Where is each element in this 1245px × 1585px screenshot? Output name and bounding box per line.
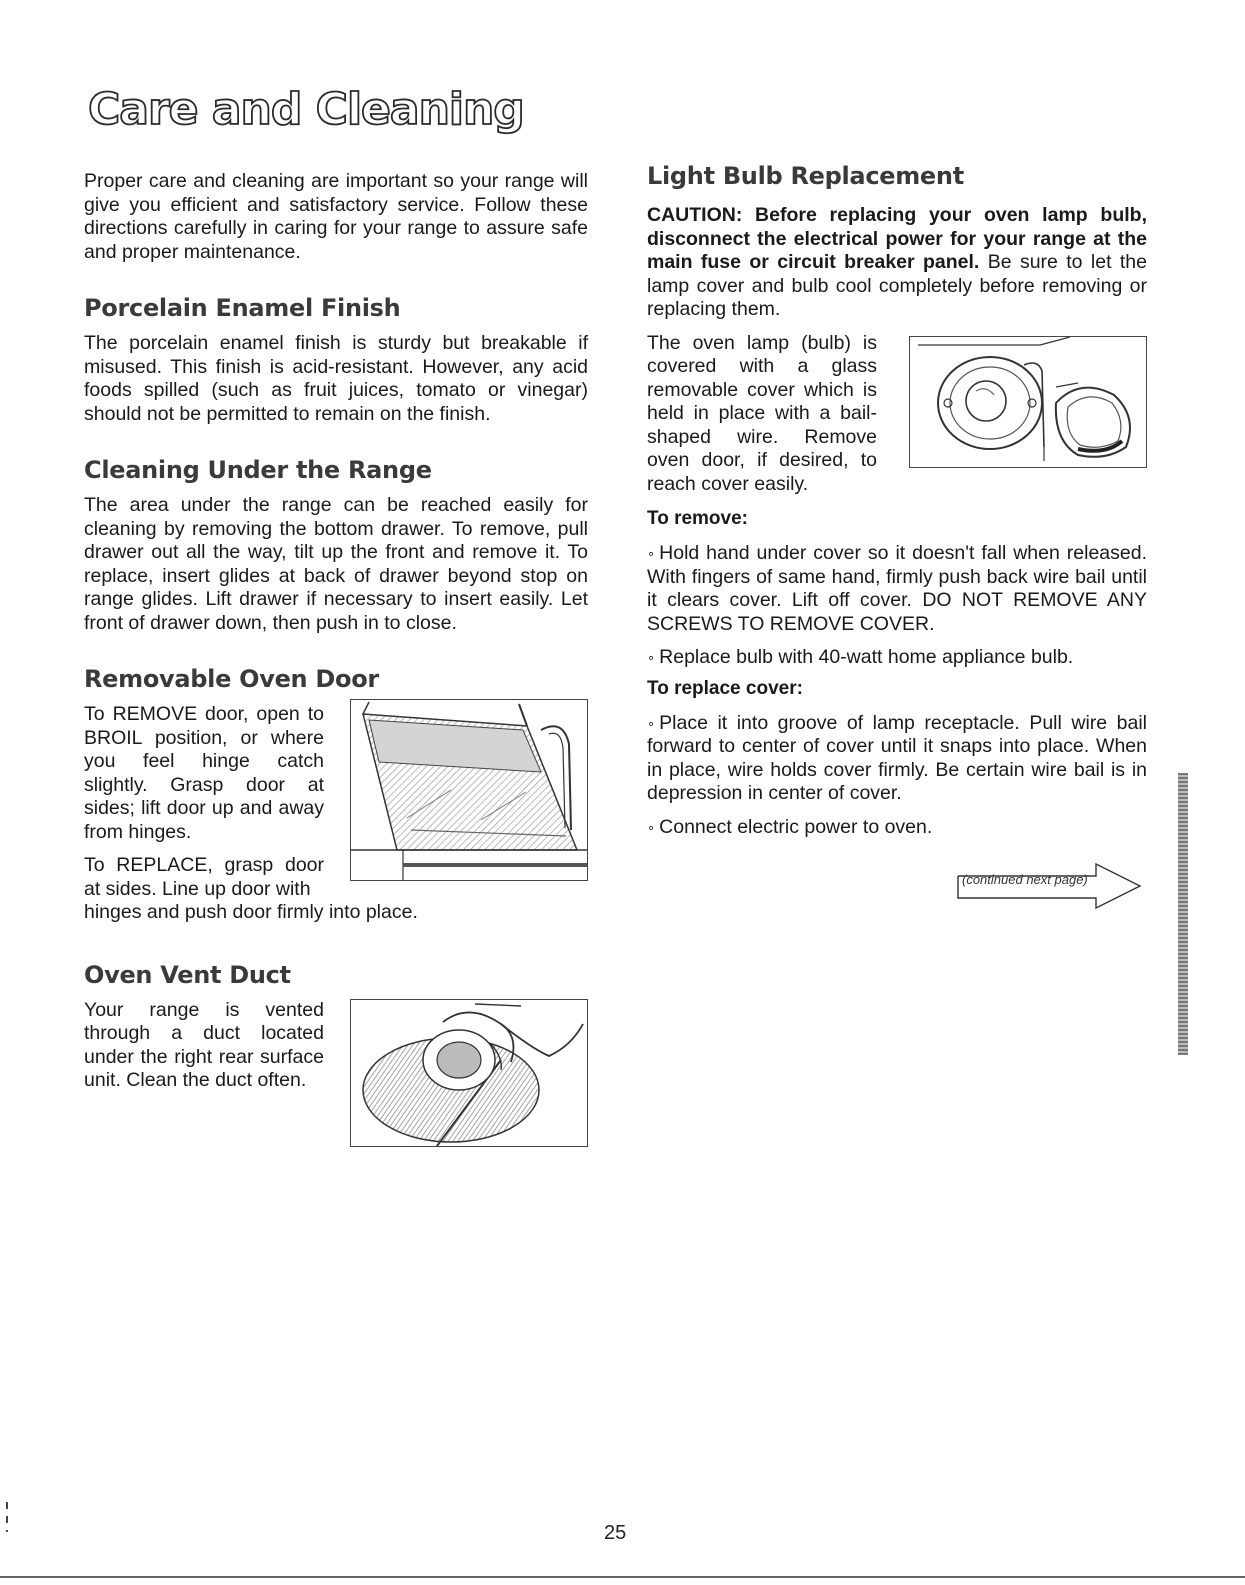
bullet-icon: ∘ bbox=[647, 650, 656, 666]
replace-bullet-2 bbox=[647, 816, 1147, 840]
arrow-right-icon bbox=[956, 862, 1142, 912]
oven-door-text bbox=[84, 703, 324, 901]
oven-door-heading: Removable Oven Door bbox=[84, 665, 379, 693]
porcelain-paragraph: The porcelain enamel finish is sturdy but breakable if misused. This finish is acid-resistant. However, any acid foods spilled (such as fruit juices, tomato or vinegar) should not be permitted to remain on the finish. bbox=[84, 332, 588, 425]
vent-duct-heading: Oven Vent Duct bbox=[84, 960, 291, 989]
to-remove-heading: To remove: bbox=[647, 508, 749, 529]
light-bulb-heading: Light Bulb Replacement bbox=[647, 162, 964, 190]
under-range-paragraph: The area under the range can be reached easily for cleaning by removing the bottom drawer. To remove, pull drawer out all the way, tilt up the front and remove it. To replace, insert glides at back of drawer beyond stop on range glides. Lift drawer if necessary to insert easily. Let front of drawer down, then push in to close. bbox=[84, 494, 588, 634]
vent-duct-block bbox=[84, 999, 588, 1147]
remove-bullet-2-text: Replace bulb with 40-watt home appliance bulb. bbox=[659, 646, 1074, 669]
page-title: Care and Cleaning bbox=[88, 84, 524, 135]
continued-next-page-indicator bbox=[956, 862, 1142, 912]
bullet-icon: ∘ bbox=[647, 819, 656, 835]
caution-text: CAUTION: Before replacing your oven lamp bulb, disconnect the electrical power for your range at the main fuse or circuit breaker panel. bbox=[647, 204, 1147, 273]
lamp-illustration bbox=[909, 336, 1147, 468]
caution-paragraph bbox=[647, 204, 1147, 322]
to-replace-heading: To replace cover: bbox=[647, 677, 803, 699]
porcelain-heading: Porcelain Enamel Finish bbox=[84, 294, 401, 322]
oven-door-illustration bbox=[350, 699, 588, 881]
under-range-heading: Cleaning Under the Range bbox=[84, 456, 432, 484]
vent-duct-paragraph: Your range is vented through a duct located under the right rear surface unit. Clean the duct often. bbox=[84, 998, 324, 1091]
remove-bullet-1 bbox=[647, 542, 1147, 636]
remove-bullet-1-text: Hold hand under cover so it doesn't fall when released. With fingers of same hand, firmly push back wire bail until it clears cover. Lift off cover. DO NOT REMOVE ANY SCREWS TO REMOVE COVER. bbox=[647, 542, 1147, 635]
vent-duct-illustration bbox=[350, 999, 588, 1147]
left-column bbox=[84, 170, 588, 1147]
oven-door-replace-text: To REPLACE, grasp door at sides. Line up door with bbox=[84, 854, 324, 900]
bullet-icon: ∘ bbox=[647, 715, 656, 731]
oven-door-block bbox=[84, 703, 588, 901]
lamp-paragraph: The oven lamp (bulb) is covered with a glass removable cover which is held in place with a bail-shaped wire. Remove oven door, if desired, to reach cover easily. bbox=[647, 331, 877, 495]
caution-rest-text: Be sure to let the lamp cover and bulb cool completely before removing or replacing them. bbox=[647, 251, 1147, 320]
replace-bullet-1 bbox=[647, 712, 1147, 806]
page-edge-tab bbox=[1178, 773, 1188, 1055]
intro-paragraph: Proper care and cleaning are important so your range will give you efficient and satisfactory service. Follow these directions carefully in caring for your range to assure safe and proper maintenance. bbox=[84, 170, 588, 263]
oven-door-remove-text: To REMOVE door, open to BROIL position, or where you feel hinge catch slightly. Grasp door at sides; lift door up and away from hinges. bbox=[84, 703, 324, 843]
binding-marks bbox=[6, 1502, 8, 1532]
page-number: 25 bbox=[604, 1522, 627, 1544]
oven-door-replace-continued: hinges and push door firmly into place. bbox=[84, 901, 418, 923]
bottom-rule bbox=[0, 1576, 1245, 1578]
replace-bullet-2-text: Connect electric power to oven. bbox=[659, 815, 933, 838]
remove-bullet-2 bbox=[647, 646, 1147, 670]
bullet-icon: ∘ bbox=[647, 546, 656, 562]
continued-label: (continued next page) bbox=[962, 872, 1088, 887]
replace-bullet-1-text: Place it into groove of lamp receptacle. Pull wire bail forward to center of cover until it snaps into place. When in place, wire holds cover firmly. Be certain wire bail is in depression in center of cover. bbox=[647, 711, 1147, 805]
lamp-block bbox=[647, 332, 1147, 497]
right-column bbox=[647, 162, 1147, 839]
